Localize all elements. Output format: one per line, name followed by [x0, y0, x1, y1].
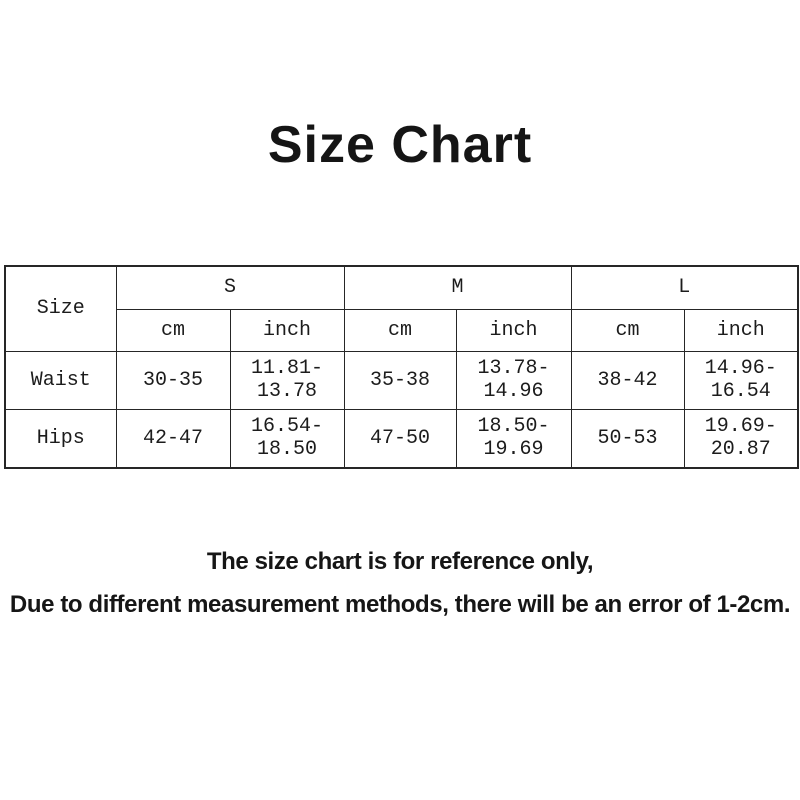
table-header-unit-row [5, 309, 798, 351]
unit-header-s-inch: inch [230, 309, 344, 351]
hips-s-cm-value: 42-47 [116, 409, 230, 468]
waist-m-inch-value: 13.78-14.96 [456, 351, 571, 409]
footer-note-line2: Due to different measurement methods, there will be an error of 1-2cm. [9, 591, 791, 618]
footer-note-line1: The size chart is for reference only, [206, 548, 594, 575]
unit-header-l-cm: cm [571, 309, 684, 351]
row-label-hips: Hips [5, 409, 116, 468]
unit-header-m-cm: cm [344, 309, 456, 351]
hips-s-inch-value: 16.54-18.50 [230, 409, 344, 468]
unit-header-m-inch: inch [456, 309, 571, 351]
hips-l-inch-value: 19.69-20.87 [684, 409, 798, 468]
table-row-waist [5, 351, 798, 409]
unit-header-l-inch: inch [684, 309, 798, 351]
waist-m-cm-value: 35-38 [344, 351, 456, 409]
waist-s-inch-value: 11.81-13.78 [230, 351, 344, 409]
size-group-header-l: L [571, 266, 798, 309]
waist-l-cm-value: 38-42 [571, 351, 684, 409]
table-header-group-row [5, 266, 798, 309]
page-title: Size Chart [267, 116, 533, 174]
table-row-hips [5, 409, 798, 468]
size-table [4, 265, 799, 469]
row-label-waist: Waist [5, 351, 116, 409]
size-group-header-s: S [116, 266, 344, 309]
waist-s-cm-value: 30-35 [116, 351, 230, 409]
size-corner-header: Size [5, 266, 116, 351]
waist-l-inch-value: 14.96-16.54 [684, 351, 798, 409]
hips-m-cm-value: 47-50 [344, 409, 456, 468]
footer-note [0, 548, 800, 619]
size-group-header-m: M [344, 266, 571, 309]
unit-header-s-cm: cm [116, 309, 230, 351]
hips-m-inch-value: 18.50-19.69 [456, 409, 571, 468]
hips-l-cm-value: 50-53 [571, 409, 684, 468]
